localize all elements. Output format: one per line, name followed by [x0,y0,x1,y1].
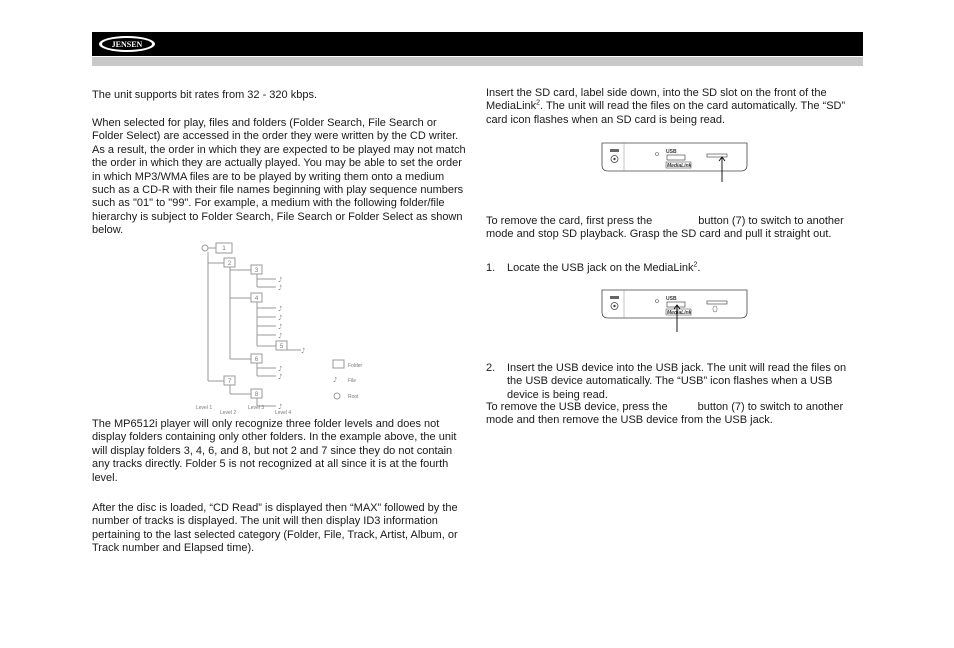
svg-text:♪: ♪ [278,332,283,340]
svg-text:Level 1: Level 1 [196,405,213,411]
svg-text:5: 5 [279,344,284,350]
svg-text:7: 7 [227,379,232,385]
header-rule [92,57,863,66]
svg-text:JENSEN: JENSEN [111,40,143,49]
svg-text:Level 2: Level 2 [220,410,237,416]
svg-text:USB: USB [666,296,677,302]
folder-levels-paragraph: The MP6512i player will only recognize three folder levels and does not display folders containing only other folders. In the example above, the unit will display folders 3, 4, 6, and 8, but not 2 and 7 since they do not contain any tracks directly. Folder 5 is not recognized at all since it is at the fourth level. [92,418,457,484]
bitrate-paragraph: The unit supports bit rates from 32 - 320 kbps. [92,89,318,101]
svg-text:Folder: Folder [348,363,363,369]
svg-text:♪: ♪ [278,284,283,292]
svg-text:♪: ♪ [278,373,283,381]
svg-text:♪: ♪ [301,347,306,355]
svg-text:4: 4 [254,296,259,302]
sd-remove-paragraph: To remove the card, first press the button (7) to switch to another mode and stop SD playback. Grasp the SD card and pull it straight out. [486,215,844,241]
svg-text:♪: ♪ [278,365,283,373]
svg-text:USB: USB [666,149,677,155]
header-bar [92,32,863,56]
usb-remove-paragraph: To remove the USB device, press the button (7) to switch to another mode and then remove the USB device from the USB jack. [486,401,844,427]
svg-text:File: File [348,378,357,384]
svg-text:♪: ♪ [278,314,283,322]
svg-text:Root: Root [348,394,359,400]
svg-text:MediaLink: MediaLink [667,163,692,169]
folder-hierarchy-diagram [196,236,371,418]
svg-text:♪: ♪ [278,323,283,331]
disc-display-paragraph: After the disc is loaded, “CD Read” is displayed then “MAX” followed by the number of tracks is displayed. The unit will then display ID3 information pertaining to the last selected category (Folder, File, Track, Artist, Album, or Track number and Elapsed time). [92,502,458,555]
svg-text:MediaLink: MediaLink [667,310,692,316]
svg-text:♪: ♪ [333,376,338,384]
svg-text:6: 6 [254,357,259,363]
svg-text:♪: ♪ [278,403,283,411]
svg-text:3: 3 [254,268,259,274]
jensen-logo [98,35,156,53]
medialink-sd-slot-figure [600,140,750,185]
svg-text:Level 3: Level 3 [248,405,265,411]
medialink-usb-jack-figure [600,287,750,335]
svg-text:♪: ♪ [278,276,283,284]
svg-text:8: 8 [254,392,259,398]
svg-text:♪: ♪ [278,305,283,313]
svg-text:Level 4: Level 4 [275,410,292,416]
sd-insert-paragraph: Insert the SD card, label side down, into the SD slot on the front of the MediaLink$^2$. The unit will read the files on the card automatically. The “SD” card icon flashes when an SD card is being read. [486,87,846,126]
play-order-paragraph: When selected for play, files and folders (Folder Search, File Search or Folder Select) are accessed in the order they were written by the CD writer. As a result, the order in which they are expected to be played may not match the order in which they are actually played. You may be able to set the order in which MP3/WMA files are to be played by writing them onto a medium such as a CD-R with their file names beginning with play sequence numbers such as "01" to "99". For example, a medium with the following folder/file hierarchy is subject to Folder Search, File Search or Folder Select as shown below. [92,117,466,237]
svg-text:1: 1 [222,246,226,252]
svg-text:2: 2 [227,261,232,267]
